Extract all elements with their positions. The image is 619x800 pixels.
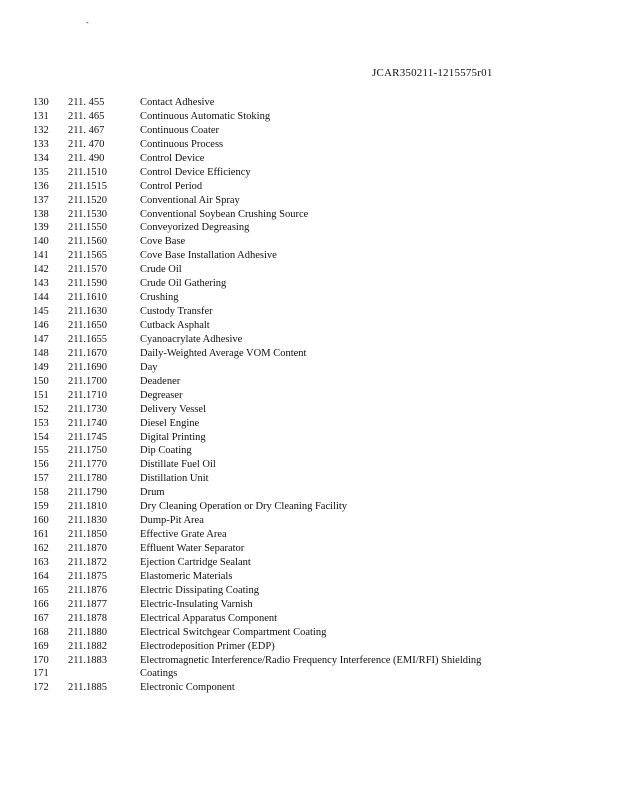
line-number: 165	[33, 584, 49, 596]
term-label: Electronic Component	[140, 682, 235, 694]
term-label: Custody Transfer	[140, 306, 213, 318]
line-number: 137	[33, 194, 49, 206]
term-label: Elastomeric Materials	[140, 570, 233, 582]
line-number: 159	[33, 501, 49, 513]
section-number: 211.1550	[68, 222, 107, 234]
section-number: 211.1690	[68, 361, 107, 373]
term-label: Dry Cleaning Operation or Dry Cleaning Facility	[140, 501, 348, 513]
section-number: 211.1565	[68, 250, 107, 262]
section-number: 211.1830	[68, 515, 107, 527]
line-number: 155	[33, 445, 49, 457]
term-label: Crude Oil Gathering	[140, 278, 227, 290]
line-number: 160	[33, 515, 49, 527]
section-number: 211.1810	[68, 501, 107, 513]
section-number: 211.1885	[68, 682, 107, 694]
term-label: Conveyorized Degreasing	[140, 222, 250, 234]
line-number: 146	[33, 320, 49, 331]
term-label: Day	[140, 361, 158, 373]
line-number: 131	[33, 110, 49, 122]
section-number: 211.1780	[68, 473, 107, 485]
section-number: 211.1510	[68, 166, 107, 178]
line-number: 162	[33, 543, 49, 554]
section-number: 211.1745	[68, 431, 107, 443]
line-number: 145	[33, 306, 49, 318]
section-number: 211.1670	[68, 347, 107, 359]
section-number: 211.1876	[68, 584, 107, 596]
term-label: Cutback Asphalt	[140, 320, 210, 331]
section-number: 211. 455	[68, 97, 105, 108]
term-label: Effluent Water Separator	[140, 543, 245, 554]
term-label: Continuous Coater	[140, 124, 220, 136]
term-label: Electrical Switchgear Compartment Coating	[140, 626, 327, 638]
term-label: Cove Base Installation Adhesive	[140, 250, 277, 262]
document-id: JCAR350211-1215575r01	[372, 67, 493, 79]
section-number: 211.1570	[68, 264, 107, 276]
term-label: Diesel Engine	[140, 417, 200, 429]
section-number: 211.1520	[68, 194, 107, 206]
line-number: 144	[33, 292, 49, 304]
line-number: 164	[33, 570, 49, 582]
line-number: 141	[33, 250, 49, 262]
section-number: 211.1877	[68, 598, 107, 610]
section-number: 211. 490	[68, 152, 105, 164]
line-number: 140	[33, 236, 49, 248]
line-number: 132	[33, 124, 49, 136]
page-mark: -	[86, 18, 89, 27]
section-number: 211.1872	[68, 556, 107, 568]
section-number: 211.1850	[68, 529, 107, 541]
section-number: 211.1590	[68, 278, 107, 290]
term-label: Ejection Cartridge Sealant	[140, 556, 251, 568]
line-number: 150	[33, 375, 49, 387]
term-label: Contact Adhesive	[140, 97, 215, 108]
section-number: 211.1882	[68, 640, 107, 652]
line-number: 154	[33, 431, 49, 443]
term-label: Continuous Automatic Stoking	[140, 110, 271, 122]
line-number: 158	[33, 487, 49, 499]
term-label: Coatings	[140, 668, 178, 680]
line-number: 138	[33, 208, 49, 220]
line-number: 153	[33, 417, 49, 429]
term-label: Crude Oil	[140, 264, 182, 276]
term-label: Deadener	[140, 375, 181, 387]
term-label: Continuous Process	[140, 138, 224, 150]
term-label: Effective Grate Area	[140, 529, 227, 541]
line-number: 168	[33, 626, 49, 638]
line-number: 149	[33, 361, 49, 373]
section-number: 211. 465	[68, 110, 105, 122]
line-number: 133	[33, 138, 49, 150]
section-number: 211.1770	[68, 459, 107, 471]
term-label: Dip Coating	[140, 445, 192, 457]
line-number: 169	[33, 640, 49, 652]
section-number: 211.1870	[68, 543, 107, 554]
line-number: 170	[33, 654, 49, 666]
section-number: 211.1650	[68, 320, 107, 331]
line-number: 156	[33, 459, 49, 471]
term-label: Degreaser	[140, 389, 183, 401]
line-number: 161	[33, 529, 49, 541]
term-label: Delivery Vessel	[140, 403, 206, 415]
term-label: Drum	[140, 487, 165, 499]
line-number: 148	[33, 347, 49, 359]
section-number: 211.1790	[68, 487, 107, 499]
section-number: 211.1880	[68, 626, 107, 638]
term-label: Electromagnetic Interference/Radio Frequency Interference (EMI/RFI) Shielding	[140, 654, 482, 666]
line-number: 142	[33, 264, 49, 276]
line-number: 167	[33, 612, 49, 624]
term-label: Cove Base	[140, 236, 186, 248]
line-number: 172	[33, 682, 49, 694]
term-label: Control Device	[140, 152, 205, 164]
section-number: 211.1740	[68, 417, 107, 429]
term-label: Crushing	[140, 292, 179, 304]
term-label: Electrodeposition Primer (EDP)	[140, 640, 275, 652]
section-number: 211.1655	[68, 333, 107, 345]
section-number: 211.1515	[68, 180, 107, 192]
line-number: 134	[33, 152, 49, 164]
term-label: Distillation Unit	[140, 473, 209, 485]
line-number: 166	[33, 598, 49, 610]
section-number: 211.1610	[68, 292, 107, 304]
term-label: Electric Dissipating Coating	[140, 584, 259, 596]
line-number: 157	[33, 473, 49, 485]
section-number: 211.1560	[68, 236, 107, 248]
section-number: 211. 470	[68, 138, 105, 150]
line-number: 171	[33, 668, 49, 680]
line-number: 135	[33, 166, 49, 178]
term-label: Digital Printing	[140, 431, 206, 443]
section-number: 211.1883	[68, 654, 107, 666]
term-label: Control Device Efficiency	[140, 166, 251, 178]
line-number: 163	[33, 556, 49, 568]
term-label: Control Period	[140, 180, 203, 192]
line-number: 147	[33, 333, 49, 345]
term-label: Electrical Apparatus Component	[140, 612, 278, 624]
line-number: 152	[33, 403, 49, 415]
line-number: 139	[33, 222, 49, 234]
line-number: 130	[33, 97, 49, 108]
term-label: Daily-Weighted Average VOM Content	[140, 347, 307, 359]
term-label: Electric-Insulating Varnish	[140, 598, 253, 610]
term-label: Conventional Air Spray	[140, 194, 240, 206]
section-number: 211.1530	[68, 208, 107, 220]
section-number: 211. 467	[68, 124, 105, 136]
section-number: 211.1875	[68, 570, 107, 582]
section-number: 211.1630	[68, 306, 107, 318]
section-number: 211.1710	[68, 389, 107, 401]
term-label: Cyanoacrylate Adhesive	[140, 333, 243, 345]
line-number: 151	[33, 389, 49, 401]
term-label: Dump-Pit Area	[140, 515, 204, 527]
term-label: Distillate Fuel Oil	[140, 459, 216, 471]
section-number: 211.1700	[68, 375, 107, 387]
section-number: 211.1730	[68, 403, 107, 415]
section-number: 211.1878	[68, 612, 107, 624]
line-number: 136	[33, 180, 49, 192]
term-label: Conventional Soybean Crushing Source	[140, 208, 309, 220]
line-number: 143	[33, 278, 49, 290]
section-number: 211.1750	[68, 445, 107, 457]
